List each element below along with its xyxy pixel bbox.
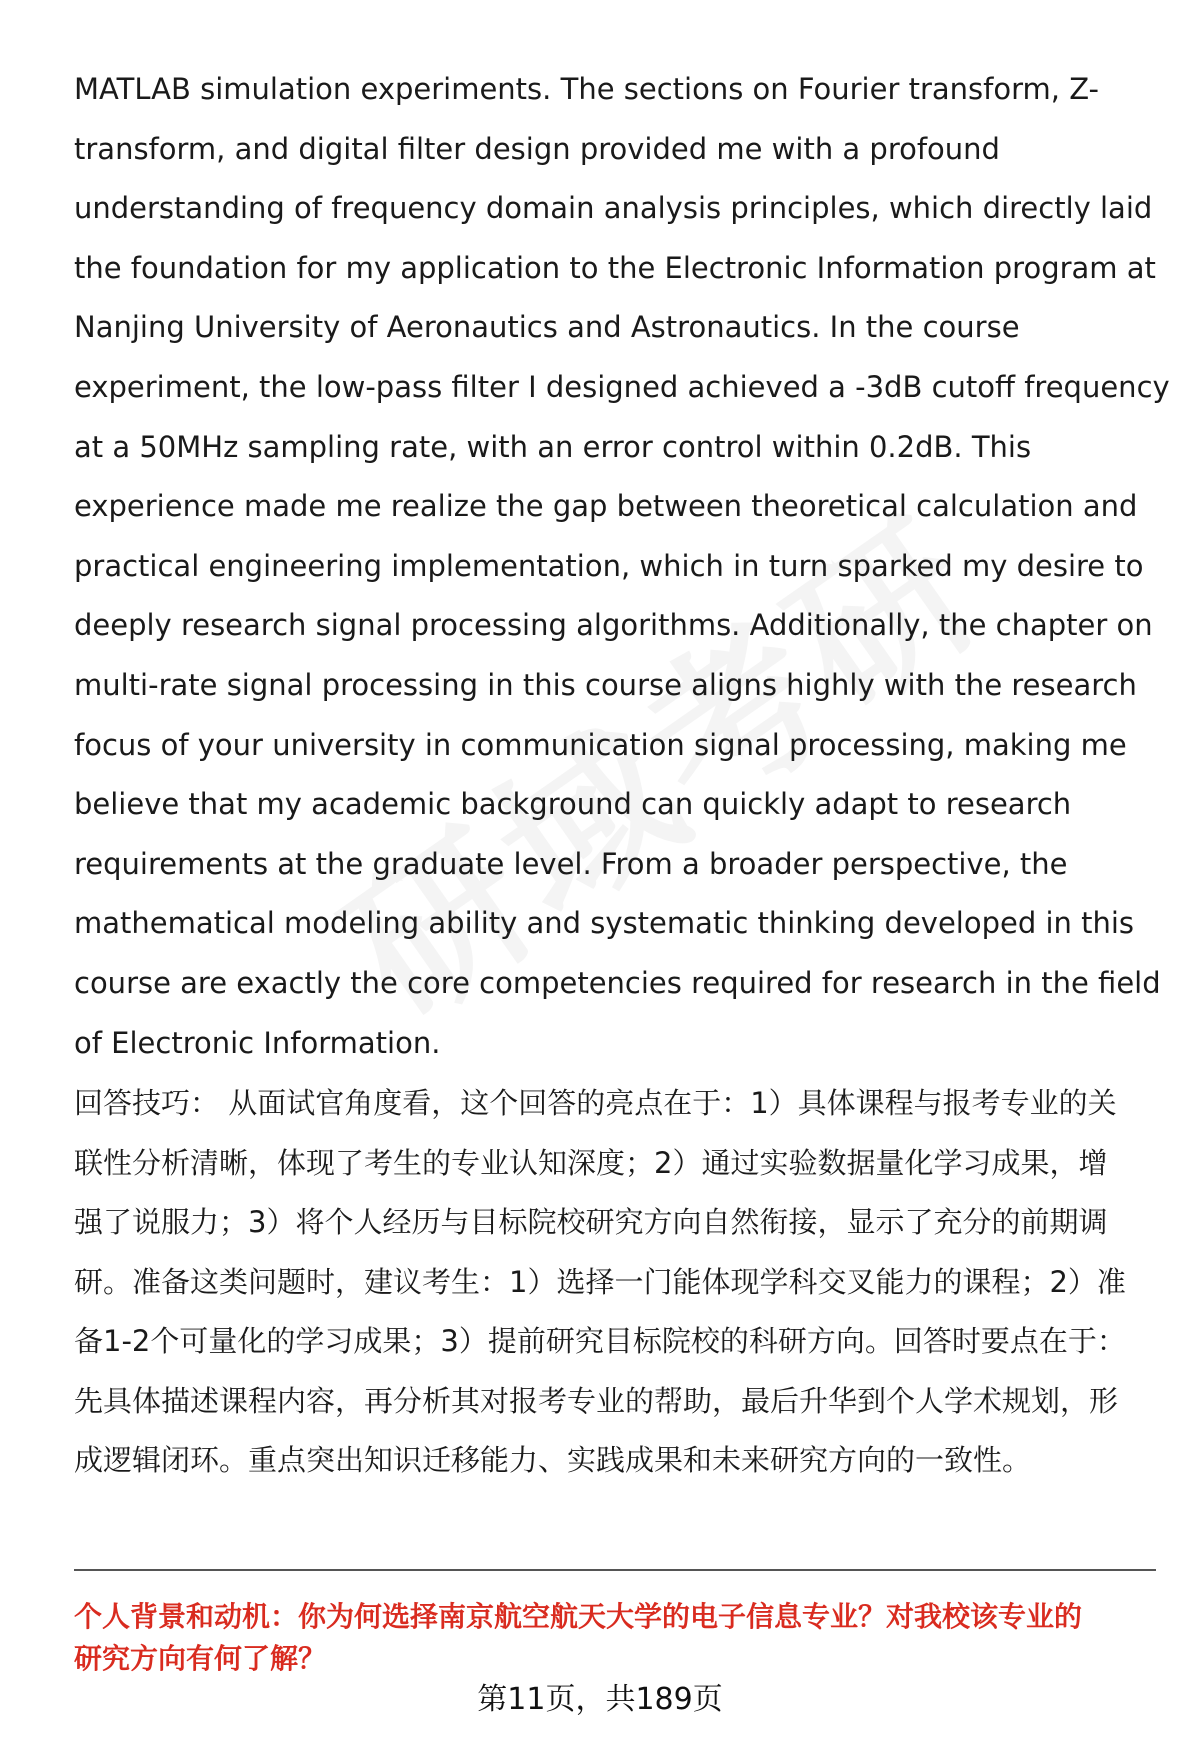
answer-line: requirements at the graduate level. From a broader perspective, the (74, 846, 1068, 881)
question-line: 研究方向有何了解？ (74, 1642, 327, 1675)
answer-line: course are exactly the core competencies required for research in the field (74, 965, 1161, 1000)
tips-line: 回答技巧： 从面试官角度看，这个回答的亮点在于：1）具体课程与报考专业的关 (74, 1086, 1117, 1120)
tips-line: 成逻辑闭环。重点突出知识迁移能力、实践成果和未来研究方向的一致性。 (74, 1443, 1032, 1477)
answer-tips-paragraph (74, 1074, 1154, 1491)
answer-line: at a 50MHz sampling rate, with an error control within 0.2dB. This (74, 429, 1032, 464)
section-divider (74, 1569, 1156, 1571)
answer-line: multi-rate signal processing in this course aligns highly with the research (74, 667, 1137, 702)
answer-line: experiment, the low-pass filter I designed achieved a -3dB cutoff frequency (74, 369, 1170, 404)
page-number: 第11页，共189页 (477, 1682, 723, 1717)
answer-line: practical engineering implementation, which in turn sparked my desire to (74, 548, 1144, 583)
answer-line: understanding of frequency domain analysis principles, which directly laid (74, 191, 1153, 226)
answer-line: of Electronic Information. (74, 1025, 441, 1060)
tips-line: 研。准备这类问题时，建议考生：1）选择一门能体现学科交叉能力的课程；2）准 (74, 1264, 1126, 1299)
answer-line: deeply research signal processing algorithms. Additionally, the chapter on (74, 608, 1153, 643)
answer-line: MATLAB simulation experiments. The sections on Fourier transform, Z- (74, 72, 1100, 106)
question-line: 个人背景和动机：你为何选择南京航空航天大学的电子信息专业？对我校该专业的 (74, 1600, 1083, 1633)
answer-line: mathematical modeling ability and systematic thinking developed in this (74, 906, 1135, 941)
answer-line: the foundation for my application to the Electronic Information program at (74, 250, 1156, 285)
tips-line: 强了说服力；3）将个人经历与目标院校研究方向自然衔接，显示了充分的前期调 (74, 1205, 1108, 1239)
answer-line: focus of your university in communication signal processing, making me (74, 727, 1127, 762)
tips-line: 联性分析清晰，体现了考生的专业认知深度；2）通过实验数据量化学习成果，增 (74, 1145, 1108, 1180)
answer-line: Nanjing University of Aeronautics and Astronautics. In the course (74, 310, 1020, 345)
answer-line: transform, and digital filter design provided me with a profound (74, 131, 1000, 166)
answer-line: experience made me realize the gap between theoretical calculation and (74, 489, 1138, 524)
answer-line: believe that my academic background can quickly adapt to research (74, 787, 1072, 822)
tips-line: 先具体描述课程内容，再分析其对报考专业的帮助，最后升华到个人学术规划，形 (74, 1383, 1119, 1418)
tips-line: 备1-2个可量化的学习成果；3）提前研究目标院校的科研方向。回答时要点在于： (74, 1324, 1126, 1358)
answer-paragraph (74, 60, 1170, 1073)
question-heading (74, 1596, 1164, 1680)
